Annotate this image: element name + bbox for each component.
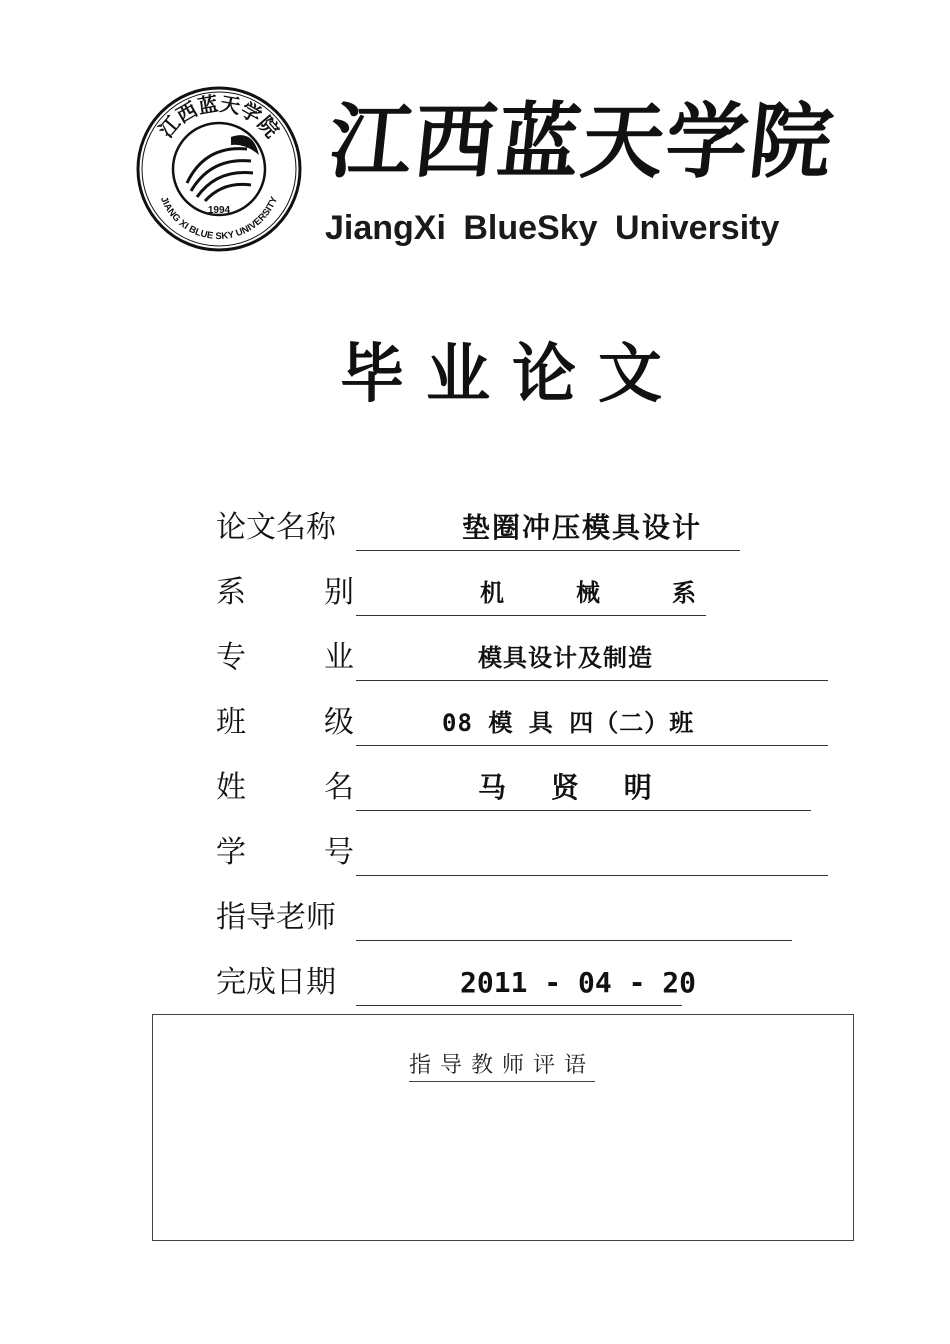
field-value: 模具设计及制造 bbox=[478, 644, 653, 672]
field-value: 机 械 系 bbox=[480, 579, 696, 607]
field-student-id bbox=[216, 828, 836, 878]
field-label: 系 别 bbox=[216, 575, 354, 610]
field-value: 2011 - 04 - 20 bbox=[460, 966, 697, 999]
field-completion-date bbox=[216, 958, 697, 1008]
university-seal-logo bbox=[135, 85, 303, 253]
field-value: 马 贤 明 bbox=[478, 771, 652, 804]
page-title: 毕业论文 bbox=[340, 338, 684, 412]
seal-bottom-text: JIANG XI BLUE SKY UNIVERSITY bbox=[157, 195, 281, 243]
field-advisor bbox=[216, 893, 796, 943]
advisor-comment-title: 指导教师评语 bbox=[409, 1051, 595, 1082]
field-value: 垫圈冲压模具设计 bbox=[462, 511, 703, 544]
university-name-en: JiangXi BlueSky University bbox=[325, 209, 780, 247]
field-name bbox=[216, 763, 816, 813]
field-label: 学 号 bbox=[216, 835, 354, 870]
field-label: 论文名称 bbox=[216, 510, 336, 545]
field-underline bbox=[356, 892, 792, 941]
field-label: 班 级 bbox=[216, 705, 354, 740]
advisor-comment-box bbox=[152, 1014, 854, 1241]
field-department bbox=[216, 568, 716, 618]
field-thesis-title bbox=[216, 503, 746, 553]
field-value: 08 模 具 四（二）班 bbox=[442, 709, 695, 737]
field-class bbox=[216, 698, 836, 748]
field-major bbox=[216, 633, 836, 683]
seal-top-text: 江西蓝天学院 bbox=[153, 91, 285, 143]
field-label: 指导老师 bbox=[216, 900, 336, 935]
field-label: 专 业 bbox=[216, 640, 354, 675]
seal-year: 1994 bbox=[207, 205, 231, 216]
field-label: 完成日期 bbox=[216, 965, 336, 1000]
field-underline bbox=[356, 827, 828, 876]
field-label: 姓 名 bbox=[216, 770, 354, 805]
university-name-cn: 江西蓝天学院 bbox=[324, 94, 840, 190]
